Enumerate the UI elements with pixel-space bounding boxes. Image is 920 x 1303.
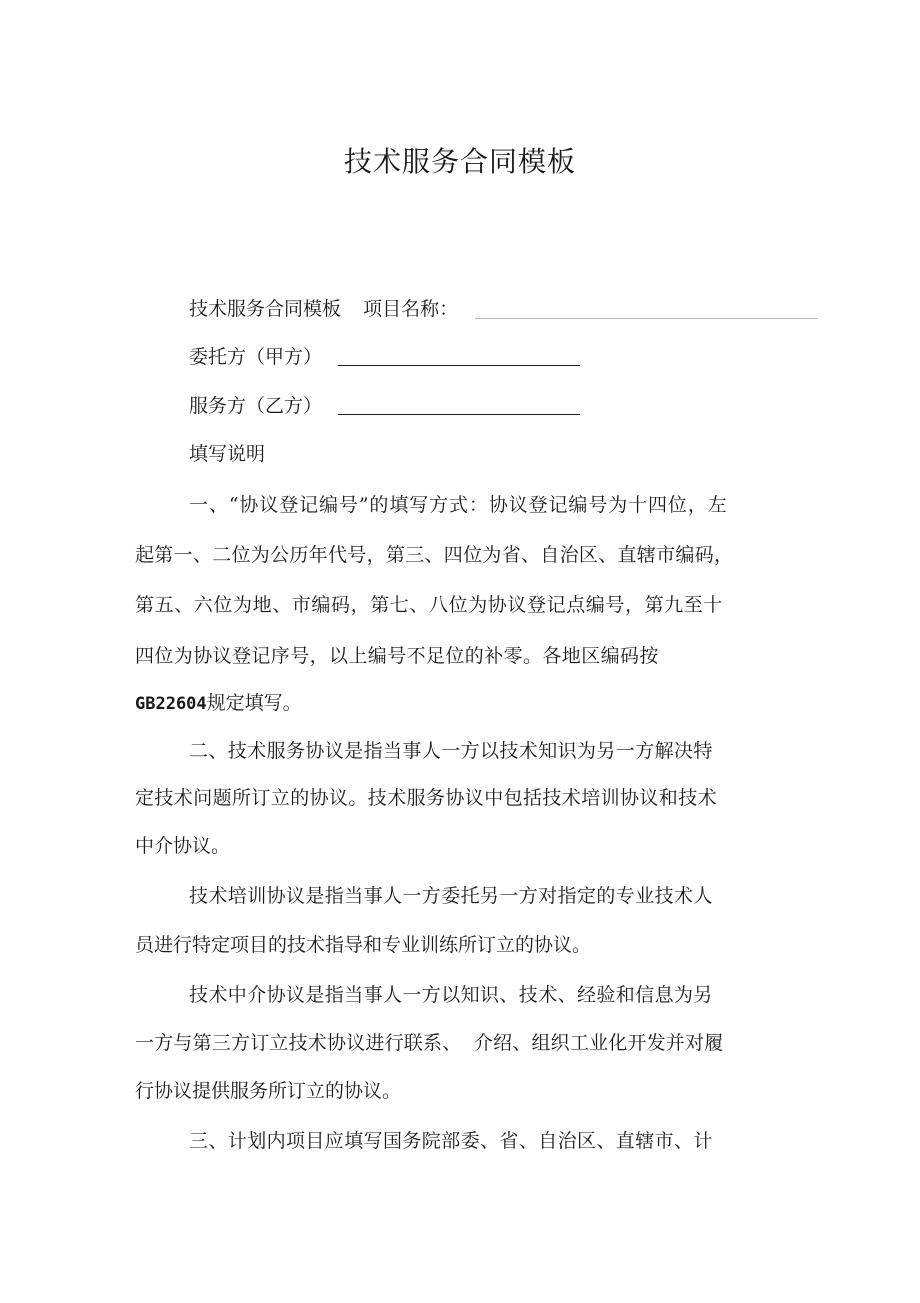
provider-label: 服务方（乙方） [189, 395, 323, 417]
section1-line4: 四位为协议登记序号，以上编号不足位的补零。各地区编码按 [135, 645, 659, 667]
client-row [189, 344, 322, 370]
section1-line5 [135, 690, 302, 717]
section1-line2: 起第一、二位为公历年代号，第三、四位为省、自治区、直辖市编码， [135, 544, 734, 566]
instructions-heading: 填写说明 [189, 443, 266, 465]
training-line2: 员进行特定项目的技术指导和专业训练所订立的协议。 [135, 934, 592, 956]
project-name-field[interactable] [475, 300, 818, 319]
section2-line1: 二、技术服务协议是指当事人一方以技术知识为另一方解决特 [189, 740, 713, 762]
intermediary-line1: 技术中介协议是指当事人一方以知识、技术、经验和信息为另 [189, 984, 713, 1006]
intermediary-line3: 行协议提供服务所订立的协议。 [135, 1080, 402, 1102]
document-title: 技术服务合同模板 [343, 145, 576, 178]
section1-line1: 一、“协议登记编号”的填写方式：协议登记编号为十四位，左 [189, 494, 728, 516]
section1-line5-text: 规定填写。 [206, 692, 302, 714]
client-field[interactable] [338, 347, 580, 366]
standard-code: GB22604 [135, 694, 207, 714]
project-prefix: 技术服务合同模板 [189, 298, 342, 320]
section2-line3: 中介协议。 [135, 835, 231, 857]
intermediary-line2: 一方与第三方订立技术协议进行联系、 介绍、组织工业化开发并对履 [135, 1032, 724, 1054]
section3-line1: 三、计划内项目应填写国务院部委、省、自治区、直辖市、计 [189, 1130, 713, 1152]
section1-line3: 第五、六位为地、市编码，第七、八位为协议登记点编号，第九至十 [135, 594, 724, 616]
training-line1: 技术培训协议是指当事人一方委托另一方对指定的专业技术人 [189, 885, 713, 907]
provider-row [189, 393, 322, 419]
project-name-label: 项目名称： [363, 298, 459, 320]
provider-field[interactable] [338, 396, 580, 415]
section2-line2: 定技术问题所订立的协议。技术服务协议中包括技术培训协议和技术 [135, 787, 718, 809]
client-label: 委托方（甲方） [189, 346, 323, 368]
project-name-row [189, 296, 458, 322]
